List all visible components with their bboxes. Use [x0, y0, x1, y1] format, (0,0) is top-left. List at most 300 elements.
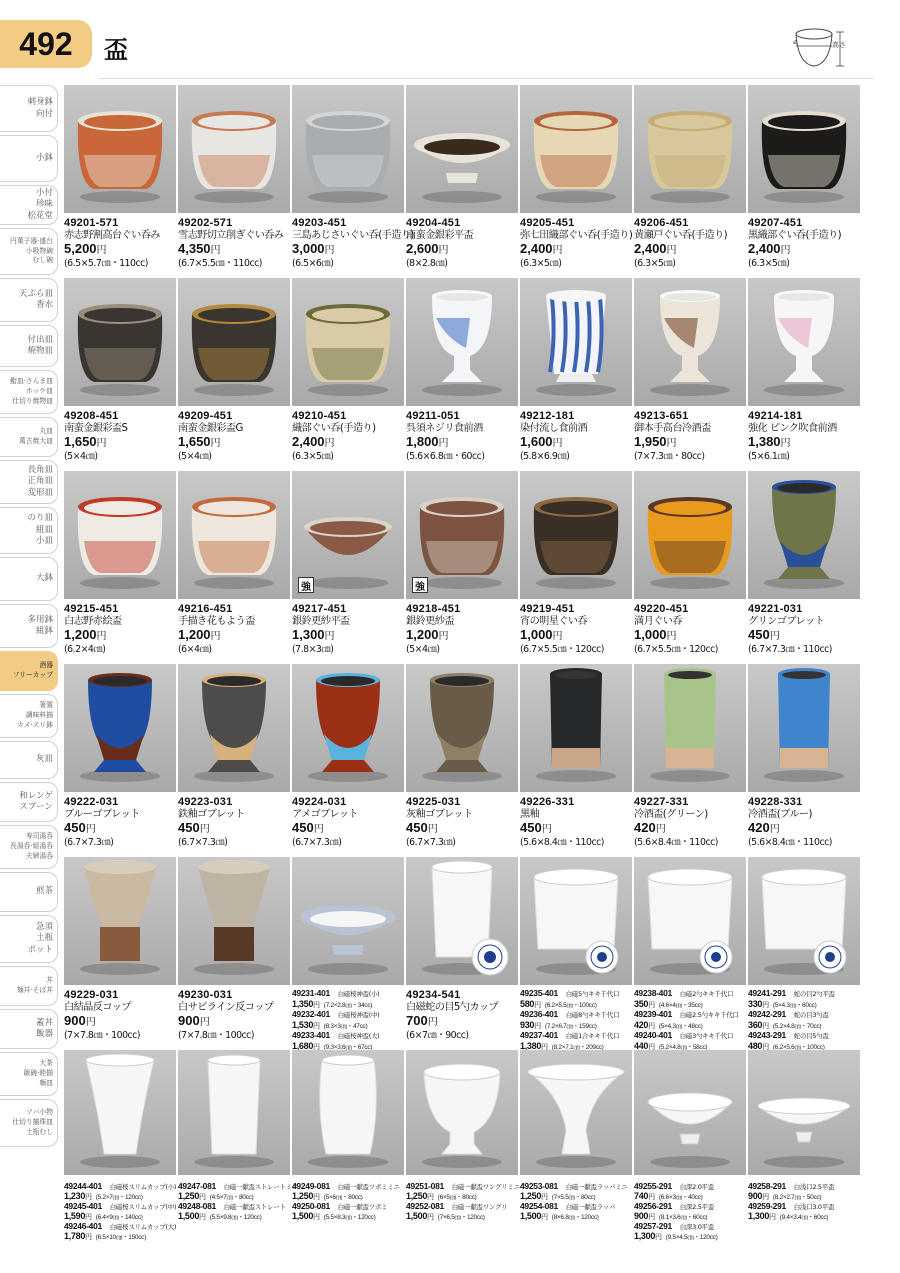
tumbler-icon	[748, 664, 860, 792]
product-spec: (5.6×8.4㎝・110cc)	[634, 837, 718, 848]
variant-code: 49257-291	[634, 1221, 672, 1231]
sidebar-tab[interactable]	[0, 825, 58, 869]
product-info	[748, 217, 862, 270]
variant-name: 白浅口2.5平盃	[791, 1183, 835, 1191]
product-photo	[64, 471, 176, 599]
product-info	[748, 603, 862, 656]
product-photo	[64, 85, 176, 213]
variant-name: 白磁8勺キキ千代口	[563, 1011, 620, 1019]
variant-code-line	[634, 989, 750, 1000]
sidebar-tab[interactable]	[0, 694, 58, 738]
variant-spec: (5×6㎝・80cc)	[323, 1194, 363, 1201]
sidebar-tab[interactable]	[0, 460, 58, 504]
price-value: 450	[520, 820, 542, 835]
variant-code: 49243-291	[748, 1030, 786, 1040]
variant-price: 580	[520, 998, 535, 1009]
product-code: 49229-031	[64, 989, 119, 1001]
sidebar-tab[interactable]	[0, 1099, 58, 1147]
sidebar-tab[interactable]	[0, 741, 58, 779]
price-value: 700	[406, 1013, 428, 1028]
price-value: 3,000	[292, 241, 325, 256]
sidebar-tab[interactable]	[0, 185, 58, 225]
product-photo	[634, 857, 746, 985]
sidebar-tab-label: 灰皿	[35, 754, 53, 765]
variant-code-line	[748, 1031, 864, 1042]
product-name: 南蛮金銀彩盃G	[178, 423, 243, 434]
dish-icon	[634, 1050, 746, 1175]
cup-icon	[64, 857, 176, 985]
sidebar-tab-label: 仕切り揃珠皿	[12, 1118, 53, 1127]
product-price	[292, 242, 406, 258]
product-info	[406, 603, 520, 656]
product-photo	[292, 664, 404, 792]
price-unit: 円	[666, 438, 677, 449]
product-spec: (5×4㎝)	[406, 644, 440, 655]
price-unit: 円	[541, 1043, 548, 1051]
variant-code: 49249-081	[292, 1181, 330, 1191]
price-unit: 円	[85, 1234, 92, 1241]
product-code: 49224-031	[292, 796, 347, 808]
sidebar-tab-label: 変形皿	[27, 487, 53, 498]
page-number-badge	[0, 20, 92, 68]
variant-code: 49259-291	[748, 1201, 786, 1211]
product-info	[64, 989, 178, 1042]
variant-price: 1,500	[292, 1211, 314, 1221]
product-price	[292, 628, 406, 644]
variant-name: 白磁桜神盃(大)	[335, 1032, 380, 1040]
price-unit: 円	[762, 1001, 769, 1009]
price-unit: 円	[199, 1214, 206, 1221]
variant-name: 白磁桜神盃(小)	[335, 990, 380, 998]
cup-icon	[64, 85, 176, 213]
product-code: 49218-451	[406, 603, 461, 615]
sidebar-tab[interactable]	[0, 417, 58, 457]
product-name: アメゴブレット	[292, 809, 358, 820]
product-photo	[748, 471, 860, 599]
product-code: 49205-451	[520, 217, 575, 229]
variant-code: 49255-291	[634, 1181, 672, 1191]
sidebar-tab[interactable]	[0, 915, 58, 963]
price-unit: 円	[324, 438, 335, 449]
sidebar-tab-label: 長湯呑·組湯呑	[10, 842, 53, 851]
variant-spec: (5.2×4.8㎝・58cc)	[658, 1043, 708, 1051]
goblet-icon	[406, 1050, 518, 1175]
sidebar-tab[interactable]	[0, 325, 58, 367]
page-number: 492	[19, 25, 73, 62]
product-spec: (6.7×7.3㎝・110cc)	[748, 644, 832, 655]
product-price	[64, 435, 178, 451]
category-sidebar	[0, 85, 58, 1150]
variant-price: 1,300	[748, 1211, 770, 1221]
product-variants	[520, 989, 636, 1052]
product-name: 三島あじさいぐい呑(手造り)	[292, 230, 414, 241]
sidebar-tab-label: 和レンゲ	[19, 790, 53, 801]
product-photo	[520, 857, 632, 985]
product-name: 銀鈴更紗平盃	[292, 616, 350, 627]
cup-icon	[64, 471, 176, 599]
sidebar-tab[interactable]	[0, 85, 58, 132]
product-photo	[520, 471, 632, 599]
price-unit: 円	[648, 1214, 655, 1221]
price-value: 900	[64, 1013, 86, 1028]
sidebar-tab-label: 萬古焼大皿	[19, 437, 53, 445]
product-price	[406, 628, 520, 644]
product-spec: (5.6×6.8㎝・60cc)	[406, 451, 485, 462]
product-variants	[634, 989, 750, 1052]
product-variants	[292, 1182, 408, 1222]
product-code: 49215-451	[64, 603, 119, 615]
product-name: 赤志野割高台ぐい呑み	[64, 230, 160, 241]
product-spec: (5×4㎝)	[64, 451, 98, 462]
variant-price-line	[292, 1212, 408, 1222]
sidebar-tab[interactable]	[0, 1009, 58, 1049]
price-unit: 円	[210, 438, 221, 449]
product-spec: (6.7×5.5㎝・120cc)	[634, 644, 718, 655]
price-value: 1,380	[748, 434, 781, 449]
product-info	[520, 217, 634, 270]
product-name: 雪志野切立削ぎぐい呑み	[178, 230, 284, 241]
sidebar-tab[interactable]	[0, 782, 58, 822]
dish-icon	[748, 1050, 860, 1175]
tumbler-icon	[178, 1050, 290, 1175]
price-unit: 円	[534, 1022, 541, 1030]
cup-icon	[520, 85, 632, 213]
product-code: 49204-451	[406, 217, 461, 229]
product-photo	[292, 471, 404, 599]
price-value: 2,600	[406, 241, 439, 256]
product-info	[634, 603, 748, 656]
product-name: 宵の明星ぐい呑	[520, 616, 588, 627]
variant-price: 1,350	[292, 998, 314, 1009]
variant-code: 49252-081	[406, 1201, 444, 1211]
product-info	[178, 989, 292, 1042]
variant-code: 49254-081	[520, 1201, 558, 1211]
sidebar-tab-label: 円菓子器·盛台	[10, 236, 53, 245]
sidebar-tab[interactable]	[0, 557, 58, 601]
product-info	[406, 410, 520, 463]
sidebar-tab[interactable]	[0, 135, 58, 182]
cup-icon	[634, 857, 746, 985]
product-variants	[292, 989, 408, 1052]
product-name: 白磁蛇の目5勺カップ	[406, 1002, 499, 1013]
price-unit: 円	[313, 1214, 320, 1221]
price-unit: 円	[648, 1001, 655, 1009]
goblet-icon	[406, 664, 518, 792]
product-code: 49201-571	[64, 217, 119, 229]
variant-code: 49231-401	[292, 988, 330, 998]
sidebar-tab-label: 煎茶	[35, 886, 53, 897]
variant-code: 49245-401	[64, 1201, 102, 1211]
product-spec: (6.7×7.3㎝)	[64, 837, 114, 848]
variant-name: 白磁3勺キキ千代口	[677, 1032, 734, 1040]
dish-icon	[292, 857, 404, 985]
price-value: 4,350	[178, 241, 211, 256]
variant-code: 49258-291	[748, 1181, 786, 1191]
sidebar-tab[interactable]	[0, 1052, 58, 1096]
product-name: 黒釉	[520, 809, 540, 820]
variant-name: 蛇の目2勺平盃	[791, 990, 835, 998]
sidebar-tab[interactable]	[0, 228, 58, 275]
variant-price: 1,250	[406, 1191, 428, 1201]
product-photo	[748, 1050, 860, 1175]
product-price	[64, 242, 178, 258]
product-info	[520, 603, 634, 656]
goblet-icon	[634, 278, 746, 406]
product-variants	[64, 1182, 180, 1242]
variant-spec: (6.2×5.5㎝・100cc)	[544, 1001, 597, 1009]
variant-name: 白磁1合キキ千代口	[563, 1032, 620, 1040]
goblet-icon	[520, 1050, 632, 1175]
variant-name: 白深3.0平盃	[677, 1223, 714, 1231]
variant-name: 白磁2.5勺キキ千代口	[677, 1011, 739, 1019]
price-unit: 円	[769, 824, 780, 835]
svg-text:⌀: ⌀	[793, 38, 798, 46]
product-info	[178, 796, 292, 849]
variant-price: 1,230	[64, 1191, 86, 1201]
price-value: 1,000	[634, 627, 667, 642]
product-price	[634, 242, 748, 258]
goblet-icon	[178, 664, 290, 792]
product-spec: (6.7×7.3㎝)	[178, 837, 228, 848]
variant-spec: (7.2×6.7㎝・159cc)	[544, 1022, 597, 1030]
product-price	[748, 821, 862, 837]
variant-price-line	[748, 1212, 864, 1222]
variant-spec: (5.2×7㎝・120cc)	[95, 1194, 143, 1201]
price-unit: 円	[313, 1194, 320, 1201]
variant-code: 49253-081	[520, 1181, 558, 1191]
variant-spec: (7×6.5㎝・120cc)	[437, 1214, 485, 1221]
sidebar-tab-label: 寿司湯呑	[25, 832, 53, 841]
sidebar-tab-label: 土瓶むし	[25, 1127, 53, 1136]
sidebar-tab-label: 丸皿	[39, 427, 53, 436]
variant-spec: (8.3×3㎝・47cc)	[323, 1022, 368, 1030]
product-photo	[406, 85, 518, 213]
goblet-icon	[64, 664, 176, 792]
price-value: 2,400	[634, 241, 667, 256]
product-info	[634, 410, 748, 463]
variant-code-line	[634, 1202, 750, 1212]
product-info	[292, 410, 406, 463]
product-spec: (5.8×6.9㎝)	[520, 451, 570, 462]
product-photo	[634, 85, 746, 213]
variant-spec: (7.2×2.8㎝・34cc)	[323, 1001, 373, 1009]
price-value: 1,950	[634, 434, 667, 449]
variant-spec: (8×6.8㎝・120cc)	[551, 1214, 599, 1221]
product-info	[520, 410, 634, 463]
cup-icon	[292, 85, 404, 213]
dish-icon	[406, 85, 518, 213]
product-photo	[292, 1050, 404, 1175]
variant-code-line	[520, 1010, 636, 1021]
sidebar-tab[interactable]	[0, 966, 58, 1006]
variant-code: 49242-291	[748, 1009, 786, 1019]
product-name: 白サビライン反コップ	[178, 1002, 274, 1013]
price-unit: 円	[648, 1022, 655, 1030]
goblet-icon	[748, 278, 860, 406]
variant-price: 900	[634, 1211, 649, 1221]
variant-name: 蛇の目5勺盃	[791, 1032, 829, 1040]
product-photo	[748, 85, 860, 213]
sidebar-tab[interactable]	[0, 278, 58, 322]
variant-name: 白磁一献盃ストレート	[221, 1203, 286, 1211]
product-variants	[520, 1182, 636, 1222]
price-unit: 円	[427, 1194, 434, 1201]
cup-icon	[634, 85, 746, 213]
variant-price: 1,590	[64, 1211, 86, 1221]
variant-spec: (6.5×10㎝・150cc)	[95, 1234, 146, 1241]
product-info	[748, 796, 862, 849]
variant-price: 1,500	[178, 1211, 200, 1221]
product-info	[64, 217, 178, 270]
variant-code: 49236-401	[520, 1009, 558, 1019]
price-unit: 円	[534, 1001, 541, 1009]
price-unit: 円	[210, 245, 221, 256]
variant-spec: (8.2×7.1㎝・209cc)	[551, 1043, 604, 1051]
product-name: ブルーゴブレット	[64, 809, 140, 820]
goblet-icon	[520, 278, 632, 406]
variant-code-line	[520, 989, 636, 1000]
price-value: 450	[178, 820, 200, 835]
product-name: 銀鈴更紗盃	[406, 616, 454, 627]
variant-code: 49240-401	[634, 1030, 672, 1040]
price-value: 450	[406, 820, 428, 835]
price-unit: 円	[210, 631, 221, 642]
variant-name: 白浅口3.0平盃	[791, 1203, 835, 1211]
variant-code: 49244-401	[64, 1181, 102, 1191]
product-code: 49209-451	[178, 410, 233, 422]
product-spec: (6.5×6㎝)	[292, 258, 334, 269]
product-price	[748, 435, 862, 451]
product-spec: (6.7×5.5㎝・120cc)	[520, 644, 604, 655]
sidebar-tab[interactable]	[0, 370, 58, 414]
sidebar-tab-label: 組皿	[35, 524, 53, 535]
price-unit: 円	[85, 1017, 96, 1028]
product-spec: (6.3×5㎝)	[748, 258, 790, 269]
product-name: 南蛮金銀彩平盃	[406, 230, 474, 241]
variant-price: 1,250	[178, 1191, 200, 1201]
price-unit: 円	[769, 1214, 776, 1221]
sidebar-tab-label: 組鉢	[35, 626, 53, 636]
product-code: 49226-331	[520, 796, 575, 808]
variant-name: 白磁一献盃ツボミミニ	[335, 1183, 400, 1191]
cup-icon	[292, 278, 404, 406]
price-unit: 円	[199, 1194, 206, 1201]
tumbler-icon	[634, 664, 746, 792]
variant-name: 蛇の目3勺盃	[791, 1011, 829, 1019]
product-code: 49230-031	[178, 989, 233, 1001]
price-value: 900	[178, 1013, 200, 1028]
cup-icon	[178, 857, 290, 985]
variant-name: 白磁一献盃ワングリ	[449, 1203, 508, 1211]
sidebar-tab[interactable]	[0, 872, 58, 912]
product-info	[292, 217, 414, 270]
product-photo	[520, 664, 632, 792]
cup-icon	[178, 471, 290, 599]
sidebar-tab[interactable]	[0, 507, 58, 554]
price-unit: 円	[96, 245, 107, 256]
product-photo	[64, 664, 176, 792]
variant-code-line	[748, 1182, 864, 1192]
product-photo	[64, 1050, 176, 1175]
variant-spec: (5.5×8.3㎝・120cc)	[323, 1214, 376, 1221]
variant-price: 1,500	[406, 1211, 428, 1221]
product-name: 満月ぐい呑	[634, 616, 682, 627]
product-name: 白志野赤絵盃	[64, 616, 122, 627]
product-photo	[178, 278, 290, 406]
variant-price-line	[64, 1232, 180, 1242]
product-code: 49211-051	[406, 410, 460, 422]
product-name: 染付流し食前酒	[520, 423, 588, 434]
price-unit: 円	[552, 438, 563, 449]
product-name: 黄瀬戸ぐい呑(手造り)	[634, 230, 728, 241]
sidebar-tab-label: 仕切り焼物皿	[12, 396, 53, 405]
variant-spec: (4.6×4㎝・35cc)	[658, 1001, 703, 1009]
variant-spec: (8.1×3.6㎝・60cc)	[658, 1214, 708, 1221]
dimension-diagram-icon	[790, 24, 860, 76]
sidebar-tab-label: 酒器	[39, 661, 53, 670]
variant-spec: (4.5×7㎝・80cc)	[209, 1194, 254, 1201]
cup-icon	[520, 471, 632, 599]
product-spec: (6.3×5㎝)	[292, 451, 334, 462]
variant-price: 1,500	[520, 1211, 542, 1221]
variant-code-line	[748, 989, 864, 1000]
sidebar-tab[interactable]	[0, 651, 58, 691]
sidebar-tab-label: 夫婦湯呑	[25, 851, 53, 860]
sidebar-tab-label: 急須	[35, 921, 53, 932]
variant-price: 440	[634, 1040, 649, 1051]
product-name: 織部ぐい呑(手造り)	[292, 423, 376, 434]
sidebar-tab-label: 大鉢	[35, 573, 53, 584]
price-value: 1,650	[64, 434, 97, 449]
product-price	[748, 242, 862, 258]
product-photo	[748, 278, 860, 406]
product-price	[178, 628, 292, 644]
product-name: 冷酒盃(ブルー)	[748, 809, 812, 820]
product-name: 灰釉ゴブレット	[406, 809, 473, 820]
variant-code: 49233-401	[292, 1030, 330, 1040]
variant-code: 49256-291	[634, 1201, 672, 1211]
variant-spec: (5.5×9.8㎝・120cc)	[209, 1214, 262, 1221]
sidebar-tab-label: 長角皿	[27, 464, 53, 475]
product-code: 49220-451	[634, 603, 689, 615]
product-photo	[406, 1050, 518, 1175]
price-unit: 円	[762, 1194, 769, 1201]
strong-badge: 強	[298, 577, 314, 593]
variant-spec: (6×5㎝・80cc)	[437, 1194, 477, 1201]
variant-name: 白深2.5平盃	[677, 1203, 714, 1211]
price-unit: 円	[780, 438, 791, 449]
price-unit: 円	[313, 1001, 320, 1009]
variant-name: 白磁2勺キキ千代口	[677, 990, 734, 998]
product-photo	[748, 664, 860, 792]
sidebar-tab-label: ポット	[27, 944, 53, 955]
variant-price: 1,530	[292, 1019, 314, 1030]
sidebar-tab-label: 焼物皿	[27, 346, 53, 356]
variant-code: 49246-401	[64, 1221, 102, 1231]
cup-icon	[178, 85, 290, 213]
goblet-icon	[748, 471, 860, 599]
price-unit: 円	[762, 1022, 769, 1030]
sidebar-tab-label: 多用鉢	[27, 614, 53, 625]
price-value: 420	[748, 820, 770, 835]
product-photo	[406, 664, 518, 792]
sidebar-tab[interactable]	[0, 604, 58, 648]
variant-name: 白深2.0平盃	[677, 1183, 714, 1191]
product-photo	[178, 664, 290, 792]
tumbler-icon	[64, 1050, 176, 1175]
price-unit: 円	[313, 1043, 320, 1051]
sidebar-tab-label: フリーカップ	[12, 671, 53, 679]
